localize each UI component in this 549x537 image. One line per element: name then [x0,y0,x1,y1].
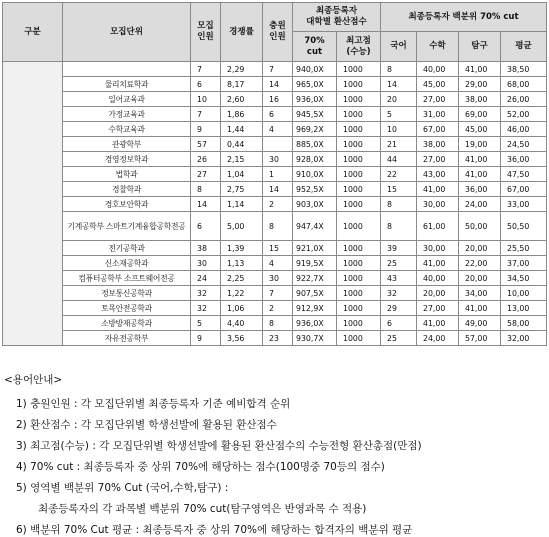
quota-cell: 14 [191,197,221,212]
filled-cell: 2 [263,197,293,212]
cut70-cell: 936,0X [293,316,337,331]
unit-cell: 경찰학과 [63,182,191,197]
inquiry-cell: 29,00 [459,77,501,92]
korean-cell: 20 [381,92,417,107]
filled-cell: 30 [263,271,293,286]
competition-cell: 1,22 [221,286,263,301]
max-cell: 1000 [337,152,381,167]
max-cell: 1000 [337,167,381,182]
unit-cell: 소방방재공학과 [63,316,191,331]
korean-cell: 14 [381,77,417,92]
table-row [3,167,547,182]
max-cell: 1000 [337,62,381,77]
max-cell: 1000 [337,122,381,137]
cut70-cell: 930,7X [293,331,337,346]
competition-cell: 2,60 [221,92,263,107]
quota-cell: 10 [191,92,221,107]
header-quota: 모집 인원 [191,3,221,62]
inquiry-cell: 24,00 [459,197,501,212]
table-row [3,316,547,331]
competition-cell: 1,06 [221,301,263,316]
quota-cell: 27 [191,167,221,182]
korean-cell: 44 [381,152,417,167]
competition-cell: 2,29 [221,62,263,77]
note-line: 1) 충원인원 : 각 모집단위별 최종등록자 기준 예비합격 순위 [16,398,291,410]
filled-cell: 7 [263,286,293,301]
table-body [3,62,547,346]
inquiry-cell: 57,00 [459,331,501,346]
unit-cell: 물리치료학과 [63,77,191,92]
quota-cell: 32 [191,286,221,301]
korean-cell: 5 [381,107,417,122]
cut70-cell: 928,0X [293,152,337,167]
math-cell: 40,00 [417,62,459,77]
header-cut70: 70% cut [293,32,337,62]
notes-title: <용어안내> [4,374,63,386]
unit-cell: 정보통신공학과 [63,286,191,301]
competition-cell: 5,00 [221,212,263,241]
filled-cell: 15 [263,241,293,256]
note-line: 3) 최고점(수능) : 각 모집단위별 학생선발에 활용된 환산점수의 수능전형 환산총점(만점) [16,440,422,452]
inquiry-cell: 69,00 [459,107,501,122]
korean-cell: 8 [381,212,417,241]
competition-cell: 1,44 [221,122,263,137]
average-cell: 34,50 [501,271,547,286]
max-cell: 1000 [337,286,381,301]
max-cell: 1000 [337,77,381,92]
cut70-cell: 907,5X [293,286,337,301]
header-average: 평균 [501,32,547,62]
max-cell: 1000 [337,241,381,256]
average-cell: 52,00 [501,107,547,122]
korean-cell: 6 [381,316,417,331]
korean-cell: 39 [381,241,417,256]
table-row [3,137,547,152]
korean-cell: 8 [381,62,417,77]
math-cell: 20,00 [417,286,459,301]
admission-results-table [2,2,547,346]
table-row [3,256,547,271]
inquiry-cell: 41,00 [459,62,501,77]
competition-cell: 1,04 [221,167,263,182]
average-cell: 38,50 [501,62,547,77]
korean-cell: 25 [381,256,417,271]
math-cell: 30,00 [417,197,459,212]
quota-cell: 8 [191,182,221,197]
average-cell: 46,00 [501,122,547,137]
average-cell: 47,50 [501,167,547,182]
korean-cell: 43 [381,271,417,286]
header-competition: 경쟁률 [221,3,263,62]
inquiry-cell: 41,00 [459,167,501,182]
unit-cell: 경호보안학과 [63,197,191,212]
quota-cell: 24 [191,271,221,286]
average-cell: 58,00 [501,316,547,331]
quota-cell: 5 [191,316,221,331]
quota-cell: 9 [191,122,221,137]
math-cell: 31,00 [417,107,459,122]
unit-cell: 기계공학부 스마트기계융합공학전공 [63,212,191,241]
filled-cell: 7 [263,62,293,77]
cut70-cell: 936,0X [293,92,337,107]
korean-cell: 22 [381,167,417,182]
filled-cell: 6 [263,107,293,122]
unit-cell: 수학교육과 [63,122,191,137]
filled-cell: 8 [263,212,293,241]
note-line: 5) 영역별 백분위 70% Cut (국어,수학,탐구) : [16,482,229,494]
inquiry-cell: 41,00 [459,152,501,167]
header-unit: 모집단위 [63,3,191,62]
unit-cell: 토목안전공학과 [63,301,191,316]
max-cell: 1000 [337,137,381,152]
cut70-cell: 952,5X [293,182,337,197]
header-filled: 충원 인원 [263,3,293,62]
competition-cell: 8,17 [221,77,263,92]
unit-cell: 전기공학과 [63,241,191,256]
max-cell: 1000 [337,212,381,241]
max-cell: 1000 [337,182,381,197]
korean-cell: 25 [381,331,417,346]
header-max-score: 최고점 (수능) [337,32,381,62]
table-row [3,286,547,301]
quota-cell: 6 [191,212,221,241]
unit-cell: 일어교육과 [63,92,191,107]
table-row [3,92,547,107]
table-row [3,77,547,92]
competition-cell: 2,15 [221,152,263,167]
cut70-cell: 910,0X [293,167,337,182]
filled-cell: 8 [263,316,293,331]
quota-cell: 30 [191,256,221,271]
korean-cell: 15 [381,182,417,197]
header-final-group: 최종등록자 대학별 환산점수 [293,3,381,32]
unit-cell: 신소재공학과 [63,256,191,271]
competition-cell: 1,39 [221,241,263,256]
inquiry-cell: 36,00 [459,182,501,197]
average-cell: 36,00 [501,152,547,167]
filled-cell: 2 [263,301,293,316]
cut70-cell: 940,0X [293,62,337,77]
filled-cell: 4 [263,122,293,137]
quota-cell: 26 [191,152,221,167]
unit-cell: 컴퓨터공학부 소프트웨어전공 [63,271,191,286]
filled-cell: 1 [263,167,293,182]
quota-cell: 7 [191,107,221,122]
math-cell: 27,00 [417,152,459,167]
competition-cell: 2,75 [221,182,263,197]
cut70-cell: 922,7X [293,271,337,286]
korean-cell: 29 [381,301,417,316]
table-row [3,241,547,256]
table-row [3,62,547,77]
filled-cell: 4 [263,256,293,271]
filled-cell: 30 [263,152,293,167]
math-cell: 41,00 [417,256,459,271]
filled-cell: 14 [263,182,293,197]
math-cell: 43,00 [417,167,459,182]
korean-cell: 8 [381,197,417,212]
math-cell: 40,00 [417,271,459,286]
cut70-cell: 903,0X [293,197,337,212]
table-row [3,152,547,167]
competition-cell: 1,86 [221,107,263,122]
korean-cell: 10 [381,122,417,137]
header-math: 수학 [417,32,459,62]
inquiry-cell: 49,00 [459,316,501,331]
quota-cell: 6 [191,77,221,92]
max-cell: 1000 [337,271,381,286]
cut70-cell: 945,5X [293,107,337,122]
inquiry-cell: 38,00 [459,92,501,107]
inquiry-cell: 50,00 [459,212,501,241]
filled-cell: 16 [263,92,293,107]
header-korean: 국어 [381,32,417,62]
average-cell: 25,50 [501,241,547,256]
table-row [3,197,547,212]
unit-cell: 법학과 [63,167,191,182]
cut70-cell: 965,0X [293,77,337,92]
average-cell: 10,00 [501,286,547,301]
korean-cell: 32 [381,286,417,301]
competition-cell: 3,56 [221,331,263,346]
table-row [3,331,547,346]
quota-cell: 57 [191,137,221,152]
unit-cell: 관광학부 [63,137,191,152]
inquiry-cell: 19,00 [459,137,501,152]
cut70-cell: 969,2X [293,122,337,137]
inquiry-cell: 41,00 [459,301,501,316]
average-cell: 50,50 [501,212,547,241]
header-percentile-group: 최종등록자 백분위 70% cut [381,3,547,32]
average-cell: 68,00 [501,77,547,92]
math-cell: 41,00 [417,316,459,331]
table-row [3,122,547,137]
math-cell: 27,00 [417,92,459,107]
math-cell: 24,00 [417,331,459,346]
math-cell: 45,00 [417,77,459,92]
header-gubun: 구분 [3,3,63,62]
inquiry-cell: 20,00 [459,241,501,256]
korean-cell: 21 [381,137,417,152]
table-row [3,212,547,241]
cut70-cell: 947,4X [293,212,337,241]
average-cell: 13,00 [501,301,547,316]
filled-cell: 14 [263,77,293,92]
competition-cell: 4,40 [221,316,263,331]
average-cell: 33,00 [501,197,547,212]
table-row [3,271,547,286]
quota-cell: 9 [191,331,221,346]
gubun-cell [3,62,63,346]
average-cell: 67,00 [501,182,547,197]
note-line: 4) 70% cut : 최종등록자 중 상위 70%에 해당하는 점수(100명중 70등의 점수) [16,461,385,473]
math-cell: 38,00 [417,137,459,152]
filled-cell [263,137,293,152]
math-cell: 27,00 [417,301,459,316]
max-cell: 1000 [337,331,381,346]
average-cell: 24,50 [501,137,547,152]
table-row [3,301,547,316]
max-cell: 1000 [337,301,381,316]
max-cell: 1000 [337,92,381,107]
max-cell: 1000 [337,256,381,271]
unit-cell: 자유전공학부 [63,331,191,346]
average-cell: 26,00 [501,92,547,107]
math-cell: 61,00 [417,212,459,241]
table-row [3,182,547,197]
note-line: 최종등록자의 각 과목별 백분위 70% cut(탐구영역은 반영과목 수 적용) [38,503,367,515]
unit-cell [63,62,191,77]
filled-cell: 23 [263,331,293,346]
cut70-cell: 912,9X [293,301,337,316]
quota-cell: 32 [191,301,221,316]
math-cell: 30,00 [417,241,459,256]
math-cell: 67,00 [417,122,459,137]
competition-cell: 2,25 [221,271,263,286]
note-line: 6) 백분위 70% Cut 평균 : 최종등록자 중 상위 70%에 해당하는 합격자의 백분위 평균 [16,524,413,536]
header-inquiry: 탐구 [459,32,501,62]
math-cell: 41,00 [417,182,459,197]
inquiry-cell: 45,00 [459,122,501,137]
max-cell: 1000 [337,316,381,331]
competition-cell: 1,14 [221,197,263,212]
unit-cell: 경영정보학과 [63,152,191,167]
quota-cell: 7 [191,62,221,77]
competition-cell: 1,13 [221,256,263,271]
competition-cell: 0,44 [221,137,263,152]
max-cell: 1000 [337,197,381,212]
table-header [3,3,547,62]
average-cell: 37,00 [501,256,547,271]
max-cell: 1000 [337,107,381,122]
table-row [3,107,547,122]
inquiry-cell: 20,00 [459,271,501,286]
inquiry-cell: 22,00 [459,256,501,271]
cut70-cell: 885,0X [293,137,337,152]
cut70-cell: 919,5X [293,256,337,271]
note-line: 2) 환산점수 : 각 모집단위별 학생선발에 활용된 환산점수 [16,419,277,431]
inquiry-cell: 34,00 [459,286,501,301]
quota-cell: 38 [191,241,221,256]
average-cell: 32,00 [501,331,547,346]
cut70-cell: 921,0X [293,241,337,256]
unit-cell: 가정교육과 [63,107,191,122]
